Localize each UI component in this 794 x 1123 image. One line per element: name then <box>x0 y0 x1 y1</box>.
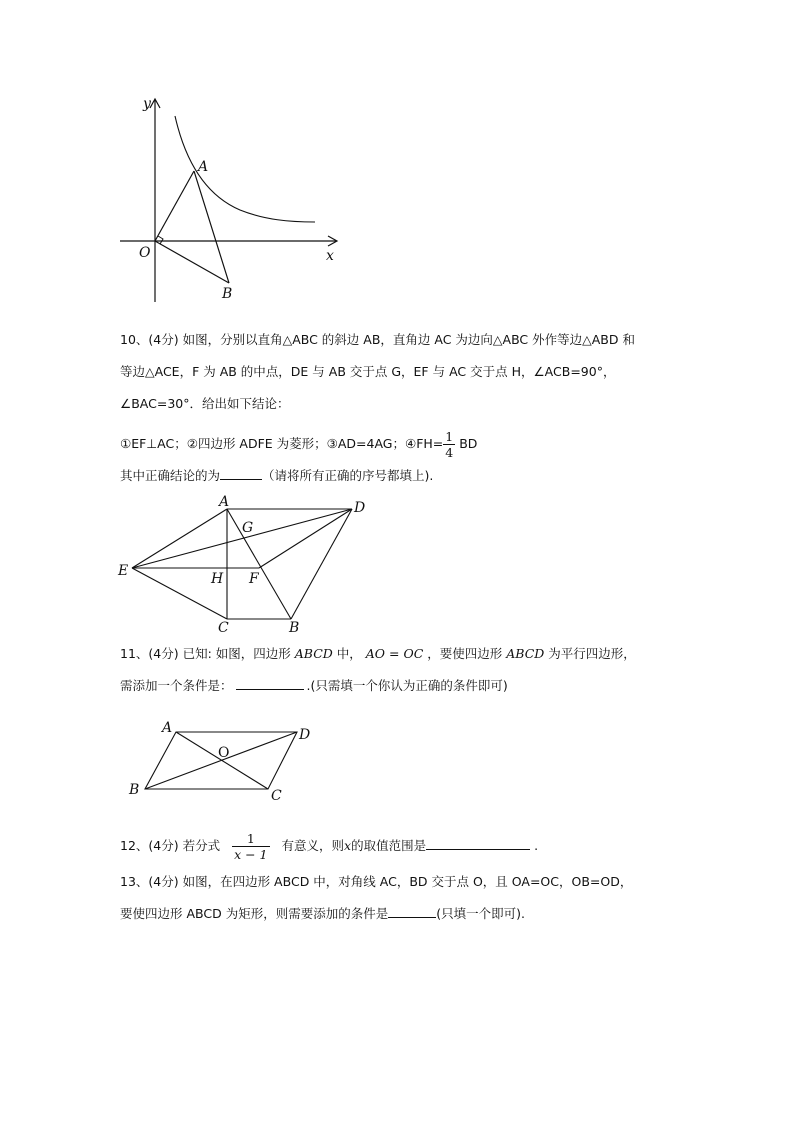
label-a: A <box>219 494 230 510</box>
q10-answer-blank[interactable] <box>220 467 262 480</box>
label-c: C <box>271 788 282 804</box>
q11-suffix: 为平行四边形， <box>548 646 636 661</box>
label-g: G <box>242 520 254 536</box>
q10-frac-den: 4 <box>445 445 454 460</box>
segment-db <box>291 509 352 619</box>
q11-line1 <box>120 645 636 663</box>
x-axis-label: x <box>326 248 334 264</box>
origin-label: O <box>139 245 151 261</box>
q10-answer-prefix: 其中正确结论的为 <box>120 468 221 483</box>
label-h: H <box>211 571 224 587</box>
q13-line2-prefix: 要使四边形 ABCD 为矩形，则需要添加的条件是 <box>120 906 389 921</box>
label-c: C <box>218 620 229 636</box>
q12-fraction <box>232 831 269 862</box>
q11-mid1: 中， <box>336 646 362 661</box>
y-axis-label: y <box>143 96 151 112</box>
q10-conclusions-text: ①EF⊥AC；②四边形 ADFE 为菱形；③AD=4AG；④FH= <box>120 436 444 451</box>
q11-line2-suffix: .(只需填一个你认为正确的条件即可) <box>306 678 508 693</box>
label-d: D <box>299 727 311 743</box>
q11-mid2: ，要使四边形 <box>427 646 503 661</box>
point-a-label: A <box>198 159 209 175</box>
point-b-label: B <box>222 286 233 302</box>
figure-q10-quadrilateral <box>110 490 380 640</box>
label-b: B <box>289 620 300 636</box>
segment-ab <box>227 509 291 619</box>
q11-math-abcd: ABCD <box>294 646 333 661</box>
label-b: B <box>129 782 140 798</box>
q11-math-abcd-2: ABCD <box>506 646 545 661</box>
q13-line2-suffix: (只填一个即可). <box>436 906 525 921</box>
q10-line2: 等边△ACE，F 为 AB 的中点，DE 与 AB 交于点 G，EF 与 AC 交于点 H，∠ACB=90°， <box>120 364 616 379</box>
q11-line2-prefix: 需添加一个条件是： <box>120 678 233 693</box>
label-d: D <box>354 500 366 516</box>
q10-answer-line <box>120 467 433 485</box>
q11-answer-blank[interactable] <box>236 677 304 690</box>
q10-frac-num: 1 <box>445 429 454 444</box>
q10-conclusions-end: BD <box>459 436 478 451</box>
q10-conclusions <box>120 429 477 460</box>
q10-answer-suffix: （请将所有正确的序号都填上). <box>262 468 434 483</box>
q12-var: x <box>344 838 352 853</box>
label-e: E <box>118 563 129 579</box>
q12-mid: 有意义，则 <box>281 838 345 853</box>
q12-prefix: 12、(4分) 若分式 <box>120 838 221 853</box>
label-o: O <box>218 745 230 761</box>
segment-ea <box>132 509 227 568</box>
q12-frac-den: x − 1 <box>234 847 268 862</box>
q11-line2 <box>120 677 508 695</box>
q13-line1: 13、(4分) 如图，在四边形 ABCD 中，对角线 AC，BD 交于点 O，且 OA=OC，OB=OD， <box>120 874 633 889</box>
q10-line1: 10、(4分) 如图，分别以直角△ABC 的斜边 AB，直角边 AC 为边向△ABC 外作等边△ABD 和 <box>120 332 635 347</box>
q11-prefix: 11、(4分) 已知: 如图，四边形 <box>120 646 291 661</box>
segment-fd <box>259 509 352 568</box>
q12-frac-num: 1 <box>246 831 255 846</box>
label-a: A <box>162 720 173 736</box>
figure-q9-hyperbola <box>110 92 350 312</box>
figure-q11-parallelogram <box>125 715 325 805</box>
q12-line <box>120 828 538 864</box>
hyperbola-curve <box>175 116 315 222</box>
q12-end: . <box>534 838 539 853</box>
q12-answer-blank[interactable] <box>426 837 530 850</box>
q12-suffix: 的取值范围是 <box>351 838 427 853</box>
q11-math-ao-oc: AO = OC <box>365 646 424 661</box>
segment-ed <box>132 509 352 568</box>
q10-fraction <box>443 429 455 460</box>
q13-answer-blank[interactable] <box>388 905 436 918</box>
label-f: F <box>249 571 259 587</box>
q13-line2 <box>120 905 525 923</box>
segment-oa <box>155 171 194 241</box>
q10-line3: ∠BAC=30°．给出如下结论： <box>120 396 290 411</box>
